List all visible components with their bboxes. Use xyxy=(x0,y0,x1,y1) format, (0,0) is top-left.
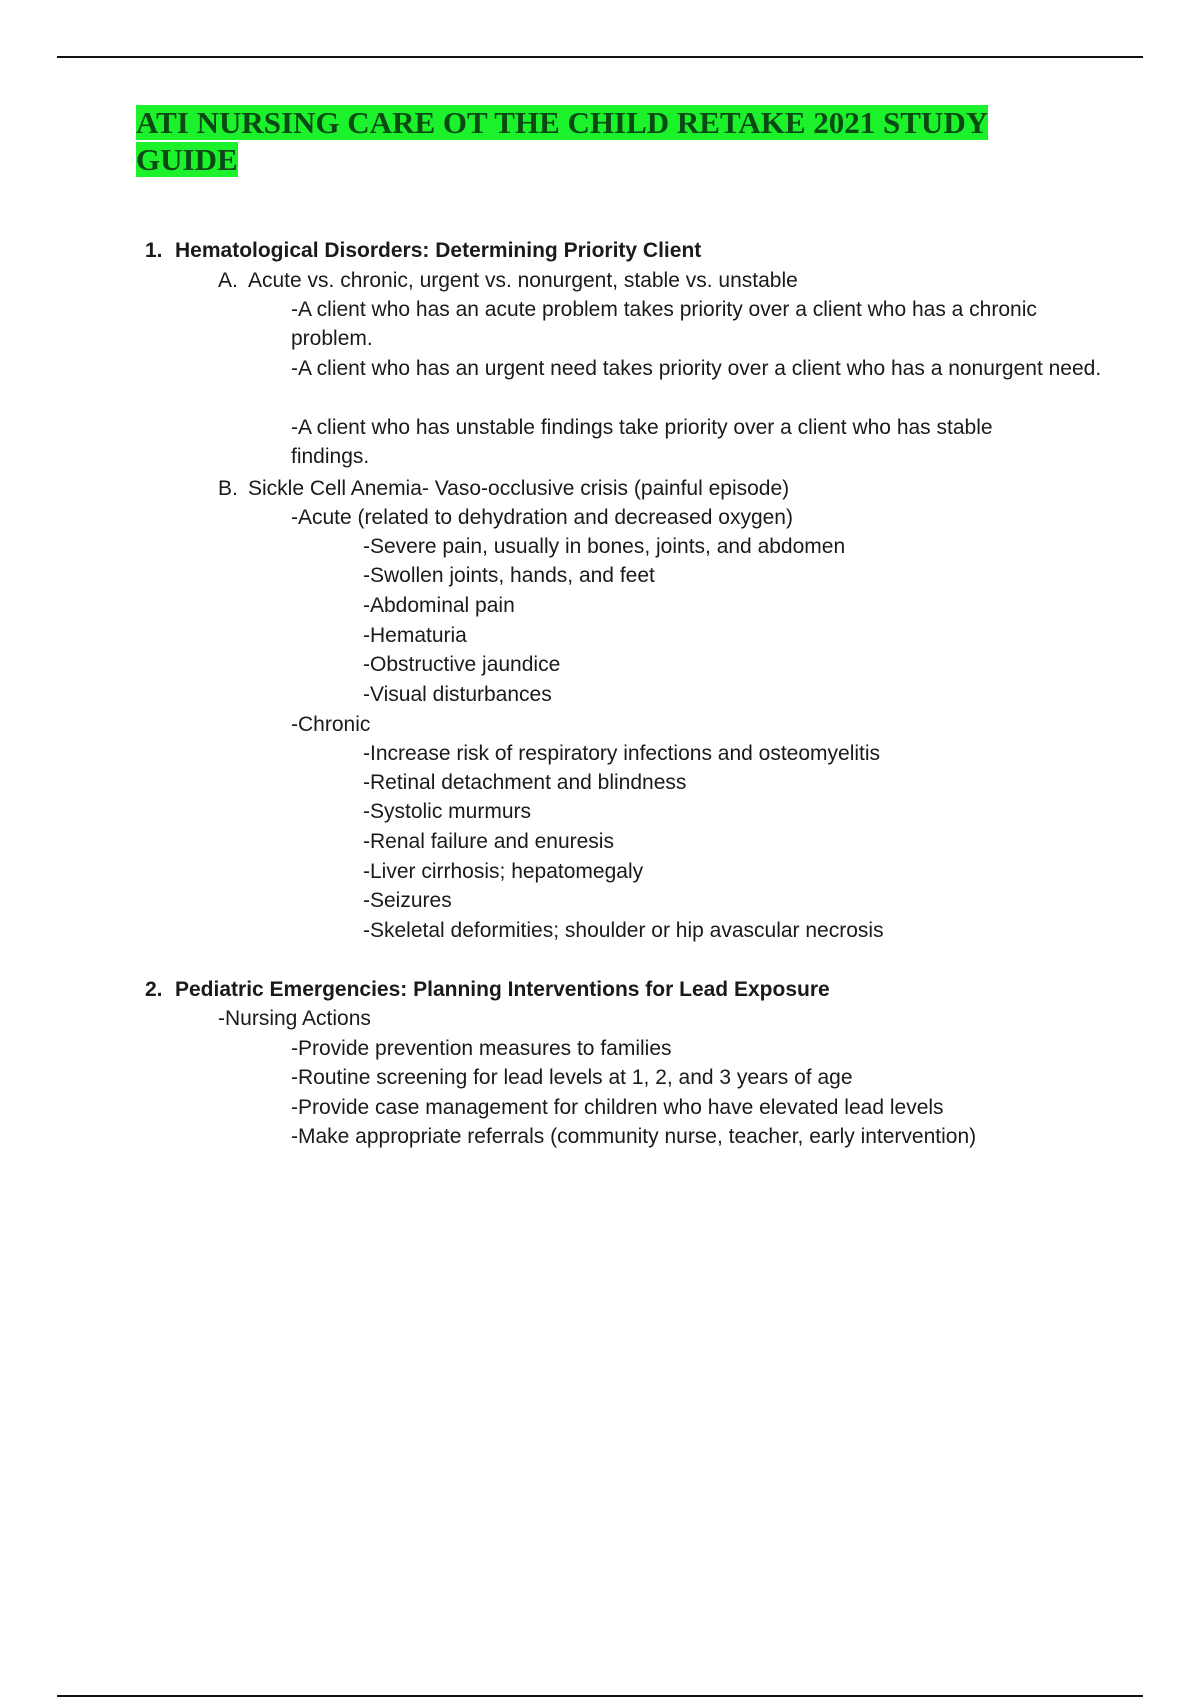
list-item: -Abdominal pain xyxy=(363,594,515,617)
acute-group-label: -Acute (related to dehydration and decreased oxygen) xyxy=(291,506,793,529)
list-item: -Provide prevention measures to families xyxy=(291,1037,672,1060)
list-item: -Skeletal deformities; shoulder or hip avascular necrosis xyxy=(363,919,884,942)
document-title: ATI NURSING CARE OT THE CHILD RETAKE 2021 STUDY GUIDE xyxy=(136,105,989,177)
priority-rule-unstable: -A client who has unstable findings take priority over a client who has stable findings. xyxy=(291,416,993,468)
bottom-rule xyxy=(57,1695,1143,1697)
section-1-heading: 1. Hematological Disorders: Determining Priority Client xyxy=(145,239,702,262)
section-2-heading: 2. Pediatric Emergencies: Planning Interventions for Lead Exposure xyxy=(145,978,830,1001)
list-item: -Routine screening for lead levels at 1, 2, and 3 years of age xyxy=(291,1066,853,1089)
nursing-actions-label: -Nursing Actions xyxy=(218,1007,371,1030)
list-item: -Swollen joints, hands, and feet xyxy=(363,564,655,587)
priority-rule-acute: -A client who has an acute problem takes priority over a client who has a chronic problem. xyxy=(291,298,1037,350)
list-item: -Provide case management for children who have elevated lead levels xyxy=(291,1096,944,1119)
chronic-group-label: -Chronic xyxy=(291,713,371,736)
list-item: -Increase risk of respiratory infections and osteomyelitis xyxy=(363,742,881,765)
subsection-b-label: B. Sickle Cell Anemia- Vaso-occlusive crisis (painful episode) xyxy=(218,477,790,500)
list-item: -Liver cirrhosis; hepatomegaly xyxy=(363,860,644,883)
subsection-a-label: A. Acute vs. chronic, urgent vs. nonurgent, stable vs. unstable xyxy=(218,269,798,292)
list-item: -Retinal detachment and blindness xyxy=(363,771,687,794)
priority-rule-urgent: -A client who has an urgent need takes priority over a client who has a nonurgent need. xyxy=(291,357,1102,380)
list-item: -Systolic murmurs xyxy=(363,800,532,823)
top-rule xyxy=(57,56,1143,58)
list-item: -Hematuria xyxy=(363,624,467,647)
list-item: -Severe pain, usually in bones, joints, and abdomen xyxy=(363,535,846,558)
list-item: -Renal failure and enuresis xyxy=(363,830,614,853)
list-item: -Make appropriate referrals (community nurse, teacher, early intervention) xyxy=(291,1125,977,1148)
list-item: -Visual disturbances xyxy=(363,683,552,706)
list-item: -Seizures xyxy=(363,889,452,912)
list-item: -Obstructive jaundice xyxy=(363,653,561,676)
